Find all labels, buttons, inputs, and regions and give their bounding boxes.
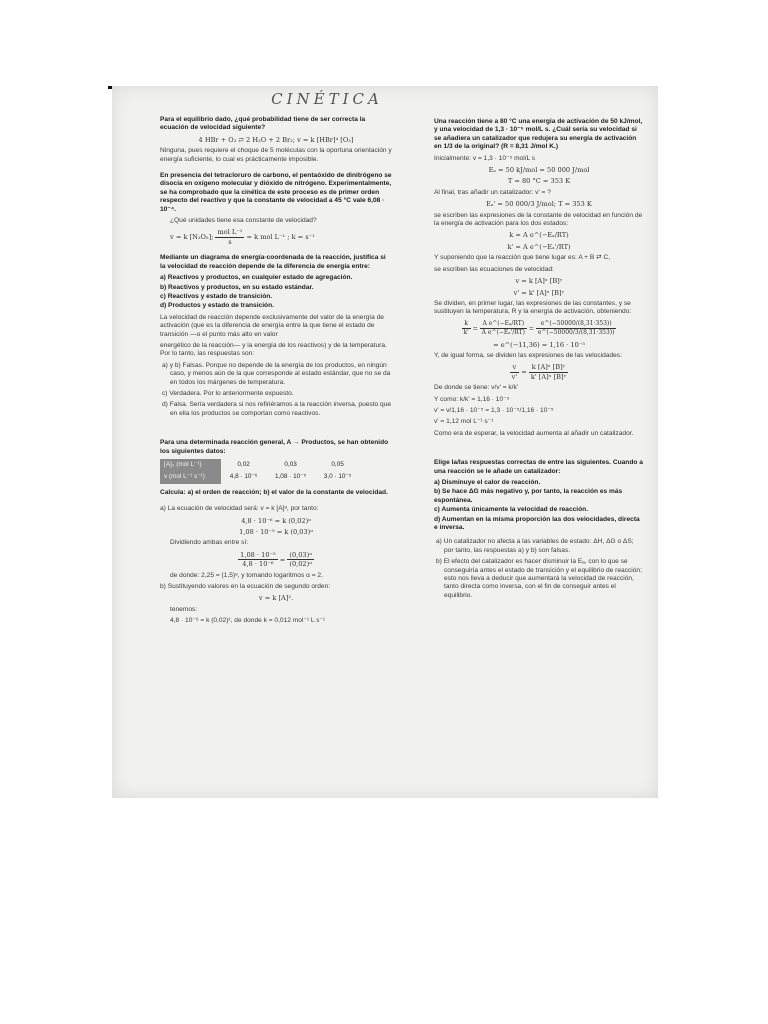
table-row	[160, 471, 360, 483]
right-column	[434, 118, 644, 603]
question-text: Elige la/las respuestas correctas de entre las siguientes. Cuando a una reacción se le añade un catalizador:	[434, 459, 643, 475]
conclusion-text: Como era de esperar, la velocidad aumenta al añadir un catalizador.	[434, 429, 634, 437]
constants-ratio-result: = e^(−11,36) = 1,16 · 10⁻⁵	[493, 340, 585, 349]
answer-text-2: energético de la reacción— y la energía de los reactivos) y de la temperatura. Por lo tanto, las respuestas son:	[160, 341, 387, 358]
option-d: d) Aumentan en la misma proporción las dos velocidades, directa e inversa.	[434, 515, 640, 532]
eq-right: = k mol L⁻¹ ; k = s⁻¹	[246, 233, 315, 242]
option-b: b) Se hace ΔG más negativo y, por tanto, la reacción es más espontánea.	[434, 488, 623, 504]
eq-left: v = k [N₂O₅];	[170, 233, 214, 242]
solution-divide: Dividiendo ambas entre sí:	[170, 539, 249, 547]
table-cell: 0,03	[284, 461, 297, 468]
problem-catalyst-rate	[434, 118, 644, 438]
final-state: Al final, tras añadir un catalizador: v' = ?	[434, 188, 551, 196]
question-text: En presencia del tetracloruro de carbono, el pentaóxido de dinitrógeno se disocia en oxígeno molecular y dióxido de nitrógeno. Experimentalmente, se ha comprobado que la cinética de este proceso es de primer orden respecto del reactivo y que la constante de velocidad a 45 °C vale 6,08 · 10⁻⁴.	[160, 172, 392, 213]
table-cell: 4,8 · 10⁻⁶	[229, 473, 258, 481]
row-label: v (mol L⁻¹ s⁻¹)	[160, 471, 221, 483]
fraction: $\frac{\text{mol L⁻¹}}{s}$	[217, 228, 243, 246]
constants-ratio: $\frac{k}{k'}$ = $\frac{\text{A e\textasciicircum{}(−Eₐ/RT)}}{\text{A e\textasciicircum{}(−Eₐ'/RT)}}$ = $\frac{e\^{}(-50000/(8,31\cdot 353))}{e\^{}(-50000/3/(8,31\cdot 353))}$	[463, 319, 615, 337]
solution-b-result: 4,8 · 10⁻⁶ = k (0,02)², de donde k = 0,012 mol⁻¹ L s⁻¹	[170, 617, 326, 625]
solution-a-intro: a) La ecuación de velocidad será: v = k [A]ᵅ, por tanto:	[160, 505, 319, 513]
option-a: a) Disminuye el calor de reacción.	[434, 479, 541, 486]
v-prime-expression: v' = k' [A]ˣ [B]ʸ	[513, 288, 565, 297]
solution-b-eq: v = k [A]².	[258, 594, 294, 603]
row-label: [A]₀ (mol L⁻¹)	[160, 459, 221, 471]
como-text: Y como: k/k' = 1,16 · 10⁻⁵	[434, 395, 510, 403]
question-text: Mediante un diagrama de energía-coordenada de la reacción, justifica si la velocidad de reacción depende de la diferencia de energía entre:	[160, 254, 386, 270]
table-cell: 0,05	[331, 461, 344, 468]
response-ab: a) y b) Falsas. Porque no depende de la energía de los productos, en ningún caso, y menos aún de la que corresponde al estado estándar, que no se da en todos los márgenes de temperatura.	[162, 361, 391, 386]
table-row	[160, 459, 360, 471]
from-text: De donde se tiene: v/v' = k/k'	[434, 384, 519, 392]
option-c: c) Reactivos y estado de transición.	[160, 292, 273, 300]
calc-prompt: Calcula: a) el orden de reacción; b) el valor de la constante de velocidad.	[160, 488, 388, 496]
table-cell: 1,08 · 10⁻⁵	[274, 473, 307, 481]
answer-ab: a) Un catalizador no afecta a las variables de estado: ΔH, ΔG o ΔS; por tanto, las respuestas a) y b) son falsas.	[436, 538, 634, 554]
problem-energy-diagram	[160, 254, 392, 418]
solution-eq-2: 1,08 · 10⁻⁵ = k (0,03)ᵅ	[239, 528, 313, 537]
activation-energy: Eₐ = 50 kJ/mol = 50 000 J/mol	[488, 166, 590, 175]
question-text: Una reacción tiene a 80 °C una energía de activación de 50 kJ/mol, y una velocidad de 1,3 · 10⁻⁵ mol/L s. ¿Cuál sería su velocidad si se añadiera un catalizador que redujera su energía de activación en 1/3 de la original? (R = 8,31 J/mol K.)	[434, 118, 643, 151]
k-prime-expression: k' = A e^(−Eₐ'/RT)	[507, 242, 571, 251]
sub-question: ¿Qué unidades tiene esa constante de velocidad?	[170, 217, 317, 225]
units-equation	[170, 228, 392, 246]
equation: 4 HBr + O₂ ⇄ 2 H₂O + 2 Br₂; v = k [HBr]⁴ [O₂]	[198, 135, 354, 144]
initial-state: Inicialmente: v = 1,3 · 10⁻⁵ mol/L s	[434, 154, 536, 162]
option-a: a) Reactivos y productos, en cualquier estado de agregación.	[160, 274, 353, 282]
v-prime-final: v' = 1,12 mol L⁻¹ s⁻¹	[434, 418, 494, 426]
solution-ratio: $\frac{\text{1,08 · 10⁻⁵}}{\text{4,8 · 10⁻⁶}}$ = $\frac{\text{(0,03)ᵅ}}{\text{(0,02)ᵅ}}$	[240, 550, 312, 569]
question-text: Para una determinada reacción general, A → Productos, se han obtenido los siguientes datos:	[160, 439, 389, 455]
velocity-equations-text: se escriben las ecuaciones de velocidad:	[434, 265, 554, 273]
answer-text-1: La velocidad de reacción depende exclusivamente del valor de la energía de activación (que es la diferencia de energía entre la que tiene el estado de transición —o el punto más alto en valor	[160, 313, 384, 338]
final-activation-energy: Eₐ' = 50 000/3 J/mol; T = 353 K	[486, 200, 592, 209]
temperature: T = 80 °C = 353 K	[507, 177, 571, 186]
answer-text: Ninguna, pues requiere el choque de 5 moléculas con la oportuna orientación y energía suficiente, lo cual es prácticamente imposible.	[160, 147, 392, 163]
problem-catalyst-effects	[434, 459, 644, 600]
v-expression: v = k [A]ˣ [B]ʸ	[515, 277, 563, 286]
answer-b: b) El efecto del catalizador es hacer disminuir la Eₐ, con lo que se conseguiría antes el estado de transición y el equilibrio de reacción; esto nos lleva a deducir que aumentará la velocidad de reacción, tanto directa como inversa, con el fin de conseguir antes el equilibrio.	[436, 558, 642, 599]
table-cell: 3,0 · 10⁻⁵	[323, 473, 352, 481]
scanned-page	[112, 86, 658, 798]
suppose-text: Y suponiendo que la reacción que tiene lugar es: A + B ⇄ C,	[434, 254, 611, 262]
page-title: CINÉTICA	[271, 90, 383, 108]
response-d: d) Falsa. Sería verdadera si nos refiriéramos a la reacción inversa, puesto que en ella los productos se comportan como reactivos.	[162, 401, 392, 417]
problem-reaction-order	[160, 439, 392, 626]
solution-b-tenemos: tenemos:	[170, 605, 198, 613]
velocities-ratio: $\frac{v}{v'}$ = $\frac{\text{k [A]ˣ [B]ʸ}}{\text{k' [A]ˣ [B]ʸ}}$	[511, 363, 567, 381]
option-c: c) Aumenta únicamente la velocidad de reacción.	[434, 506, 589, 514]
express-text: se escriben las expresiones de la constante de velocidad en función de la energía de activación para los dos estados:	[434, 211, 643, 228]
response-c: c) Verdadera. Por lo anteriormente expuesto.	[162, 389, 294, 397]
divide-text: Se dividen, en primer lugar, las expresiones de las constantes, y se sustituyen la temperatura, R y la energía de activación, obteniendo:	[434, 299, 632, 316]
left-column	[160, 116, 392, 629]
problem-hbr-equilibrium	[160, 116, 392, 164]
k-expression: k = A e^(−Eₐ/RT)	[509, 231, 569, 240]
option-b: b) Reactivos y productos, en su estado estándar.	[160, 283, 314, 291]
v-prime-calc: v' = v/1,16 · 10⁻⁵ = 1,3 · 10⁻⁵/1,16 · 10⁻⁵	[434, 406, 554, 414]
solution-a-result: de donde: 2,25 = (1,5)ᵅ, y tomando logaritmos α = 2.	[170, 571, 323, 579]
option-d: d) Productos y estado de transición.	[160, 302, 274, 310]
question-text: Para el equilibrio dado, ¿qué probabilidad tiene de ser correcta la ecuación de velocidad siguiente?	[160, 116, 366, 132]
table-cell: 0,02	[237, 461, 250, 468]
data-table	[160, 459, 360, 484]
solution-eq-1: 4,8 · 10⁻⁶ = k (0,02)ᵅ	[241, 516, 311, 525]
same-text: Y, de igual forma, se dividen las expresiones de las velocidades:	[434, 351, 622, 359]
solution-b-intro: b) Sustituyendo valores en la ecuación de segundo orden:	[160, 583, 331, 591]
problem-n2o5-kinetics	[160, 172, 392, 246]
